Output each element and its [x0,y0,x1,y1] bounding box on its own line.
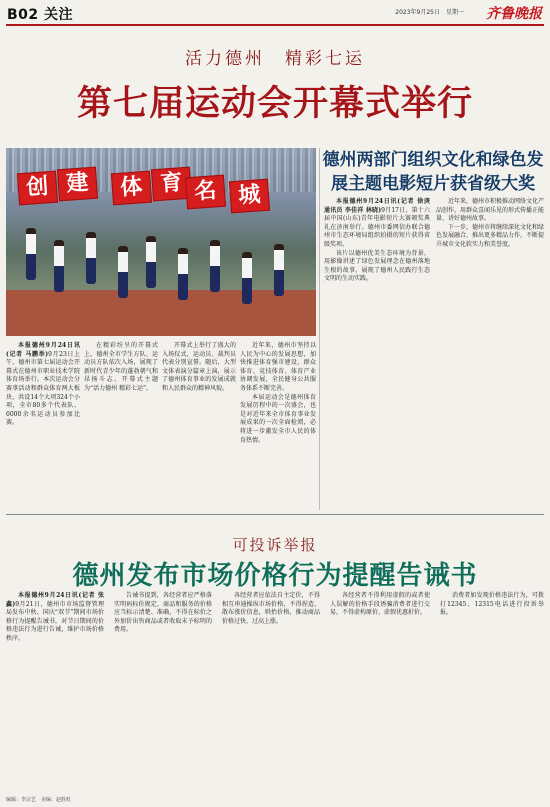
photo-marcher [54,240,64,292]
story3-paragraph: 各经营者应依法自主定价，不得相互串通操纵市场价格，不得捏造、散布涨价信息，哄抬价格，推动商品价格过快、过高上涨。 [222,592,320,625]
story1-paragraph: 9月23日上午，德州市第七届运动会开幕式在德州市职业技术学院体育场举行。本次运动会分赛事活动和群众体育两大板块，共设14个大项324个小项，全市80多个代表队、6000余名运动员参加比赛。 [6,350,80,427]
story1-column [162,342,236,508]
story2-lead: 本报德州9月24日讯(记者 徐庚 通讯员 李佳祥 林晓) [324,198,437,214]
story3-paragraph: 各经营者不得利用虚假的或者使人误解的价格手段诱骗消费者进行交易，不得虚构原价、虚假优惠折价。 [330,592,430,617]
photo-flag: 名 [185,175,226,210]
story3-headline: 德州发布市场价格行为提醒告诫书 [72,561,478,591]
story1-kicker: 活力德州 精彩七运 [185,49,365,69]
photo-track [6,290,316,336]
story3-paragraph: 告诫书提到，各经营者应严格落实明码标价规定，商品和服务的价格应当标示清楚、准确，不得在标价之外加价出售商品或者收取未予标明的费用。 [114,592,212,634]
story3-column [114,592,212,790]
story1-paragraph: 近年来，德州市坚持以人民为中心的发展思想，加快推进体育强市建设，群众体育、竞技体育、体育产业协调发展，全民健身公共服务体系不断完善。 [240,342,316,392]
page-section-label: B02 关注 [7,7,74,23]
story3-lead: 本报德州9月24日讯(记者 张鑫) [6,592,104,608]
story1-paragraph: 本届运动会是德州体育发展历程中的一次盛会，也是对近年来全市体育事业发展成果的一次全面检阅，必将进一步激发全市人民的体育热情。 [240,393,316,444]
story1-column [84,342,158,508]
photo-marcher [274,244,284,296]
story1-lead: 本报德州9月24日讯(记者 马鹏举) [6,342,80,358]
story2-paragraph: 该片以德州优美生态环境为背景，用影像讲述了绿色发展理念在德州落地生根的故事，展现了德州人民践行生态文明的生动实践。 [324,249,430,283]
issue-date: 2023年9月25日 星期一 [395,9,464,16]
story1-paragraph: 在精彩纷呈的开幕式上，德州全市学生方队、运动员方队依次入场，展现了新时代青少年的蓬勃朝气和昂扬斗志。开幕式主题为“活力德州 精彩七运”。 [84,342,158,392]
story3-kicker: 可投诉举报 [232,536,318,554]
story1-headline: 第七届运动会开幕式举行 [76,83,473,124]
story1-column [240,342,316,508]
story2-paragraph: 9月17日，第十六届中国(山东)青年电影短片大赛颁奖典礼在济南举行。德州市委网信办联合德州市生态环境局组织拍摄的短片获得省级奖项。 [324,206,430,248]
story3-column [330,592,430,790]
story2-paragraph: 下一步，德州市将继续深化文化和绿色发展融合，推出更多精品力作，不断提升城市文化软实力和美誉度。 [436,223,545,248]
story3-paragraph: 消费者如发现价格违法行为，可拨打12345、12315电话进行投诉举报。 [440,592,544,617]
photo-marcher [178,248,188,300]
story3-column [440,592,544,790]
story2-column [436,198,544,508]
newspaper-logo: 齐鲁晚报 [486,6,542,22]
photo-flag: 体 [111,171,152,206]
story1-paragraph: 开幕式上举行了盛大的入场仪式，运动员、裁判员代表分别宣誓。随后，大型文体表演分篇章上演，展示了德州体育事业的发展成就和人民群众的精神风貌。 [162,342,236,392]
story1-column [6,342,80,508]
photo-flag: 建 [57,167,98,202]
photo-marcher [86,232,96,284]
story2-headline: 德州两部门组织文化和绿色发展主题电影短片获省级大奖 [322,150,544,194]
photo-marcher [26,228,36,280]
section-divider [6,514,544,515]
photo-flag: 城 [229,179,270,214]
photo-flag: 创 [17,171,58,206]
story3-column [222,592,320,790]
photo-marcher [146,236,156,288]
story2-column [324,198,437,508]
column-divider [319,148,320,510]
photo-flag: 育 [151,167,192,202]
story3-column [6,592,104,790]
header-rule [6,24,544,26]
sports-meet-photo [6,148,316,336]
page-footer-credits: 编辑：李宗艺 美编：赵胜虹 [6,797,72,803]
photo-marcher [242,252,252,304]
story2-paragraph: 近年来，德州市积极推动网络文化产品创作，用群众喜闻乐见的形式传播正能量，讲好德州故事。 [436,198,545,223]
story3-paragraph: 9月21日，德州市市场监督管理局发布中秋、国庆“双节”期间市场价格行为提醒告诫书，对节日期间的价格违法行为进行告诫，维护市场价格秩序。 [6,600,104,642]
photo-marcher [210,240,220,292]
photo-marcher [118,246,128,298]
